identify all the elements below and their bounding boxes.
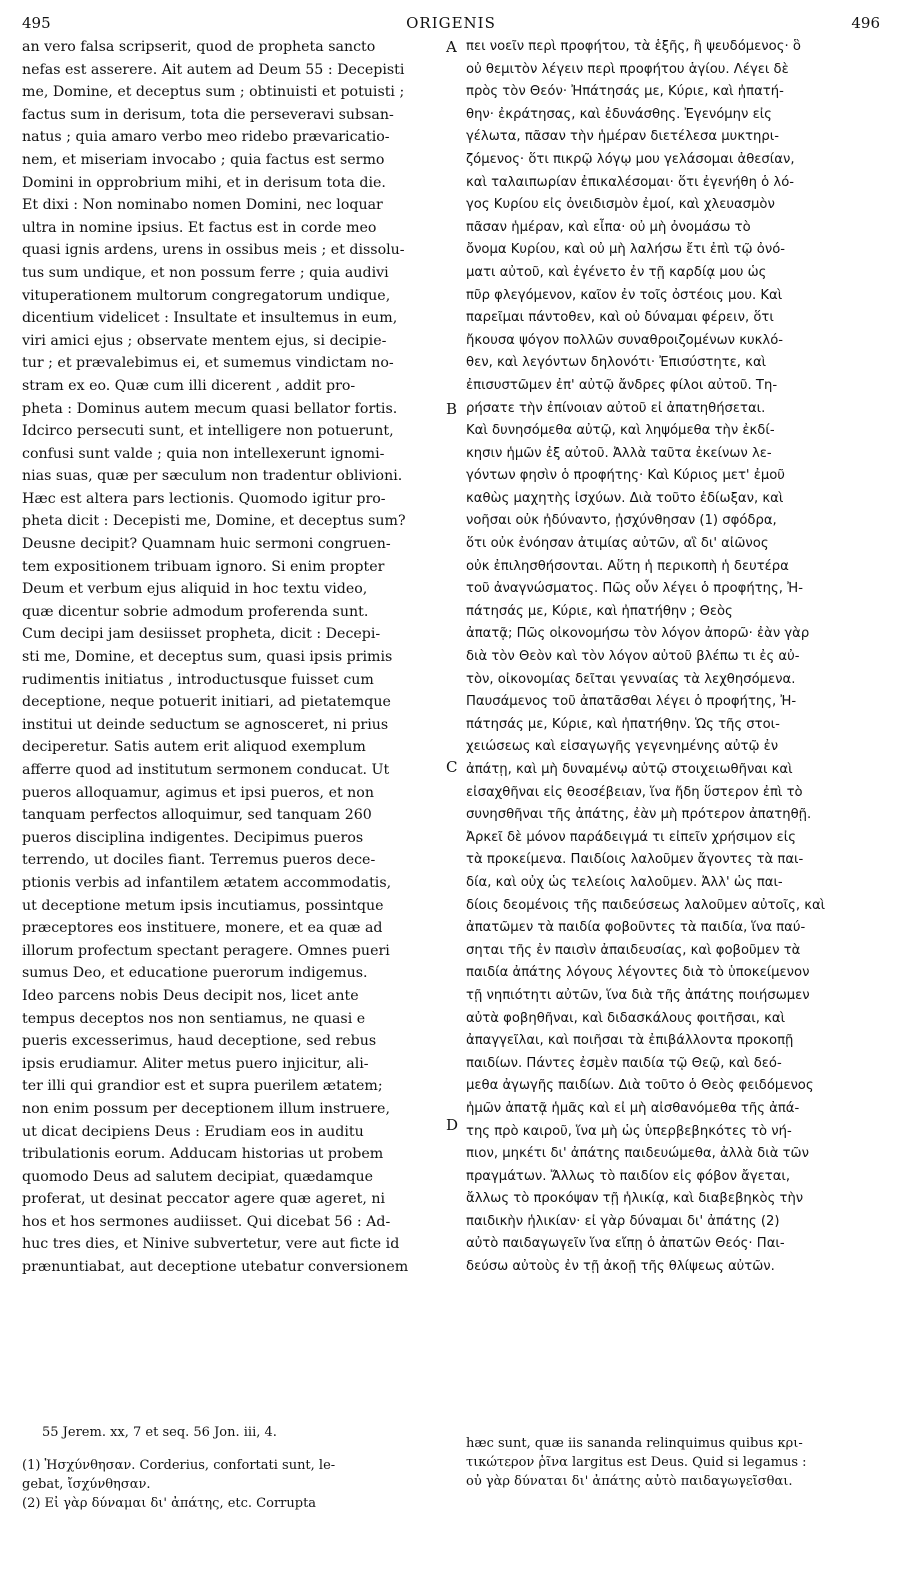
latin-line-9: ultra in nomine ipsius. Et factus est in corde meo bbox=[22, 219, 377, 236]
greek-line-45: ἀπαγγεῖλαι, καὶ ποιῆσαι τὰ ἐπιβάλλοντα προκοπῇ bbox=[466, 1033, 794, 1049]
margin-letter-b: B bbox=[446, 400, 458, 418]
greek-line-49: της πρὸ καιροῦ, ἵνα μὴ ὡς ὑπερβεβηκότες τὸ νή- bbox=[466, 1123, 792, 1139]
latin-line-14: viri amici ejus ; observate mentem ejus, si decipie- bbox=[22, 332, 387, 349]
latin-line-55: prænuntiabat, aut deceptione utebatur conversionem bbox=[22, 1259, 409, 1276]
latin-line-2: nefas est asserere. Ait autem ad Deum 55 : Decepisti bbox=[22, 61, 405, 78]
greek-line-35: συνησθῆναι τῆς ἀπάτης, ἐὰν μὴ πρότερον ἀπατηθῇ. bbox=[466, 807, 812, 823]
greek-line-32: χειώσεως καὶ εἰσαγωγῆς γεγενημένης αὐτῷ ἐν bbox=[466, 739, 779, 755]
latin-line-34: pueros alloquamur, agimus et ipsi pueros, et non bbox=[22, 784, 374, 801]
latin-line-26: quæ dicentur sobrie admodum proferenda sunt. bbox=[22, 603, 369, 620]
greek-line-33: ἀπάτῃ, καὶ μὴ δυναμένῳ αὐτῷ στοιχειωθῆναι καὶ bbox=[466, 762, 793, 777]
latin-line-27: Cum decipi jam desiisset propheta, dicit : Decepi- bbox=[22, 626, 381, 643]
greek-line-18: Καὶ δυνησόμεθα αὐτῷ, καὶ ληψόμεθα τὴν ἐκδί- bbox=[466, 423, 775, 439]
latin-line-40: præceptores eos instituere, monere, et ea quæ ad bbox=[22, 920, 383, 937]
greek-line-6: ζόμενος· ὅτι πικρῷ λόγῳ μου γελάσομαι ἀθεσίαν, bbox=[466, 151, 795, 167]
latin-line-24: tem expositionem tribuam ignoro. Si enim propter bbox=[22, 558, 385, 575]
greek-line-55: δεύσω αὐτοὺς ἐν τῇ ἀκοῇ τῆς θλίψεως αὐτῶν. bbox=[466, 1259, 775, 1275]
greek-line-29: τὸν, οἰκονομίας δεῖται γενναίας τὰ λεχθησόμενα. bbox=[466, 671, 796, 687]
page-number-right: 496 bbox=[851, 14, 880, 32]
latin-line-7: Domini in opprobrium mihi, et in derisum tota die. bbox=[22, 174, 386, 191]
margin-letter-d: D bbox=[446, 1116, 459, 1134]
greek-line-31: πάτησάς με, Κύριε, καὶ ἠπατήθην. Ὡς τῆς στοι- bbox=[466, 716, 780, 732]
latin-line-22: pheta dicit : Decepisti me, Domine, et deceptus sum? bbox=[22, 513, 406, 530]
latin-line-3: me, Domine, et deceptus sum ; obtinuisti et potuisti ; bbox=[22, 84, 405, 101]
latin-line-41: illorum profectum spectant peragere. Omnes pueri bbox=[22, 942, 390, 959]
latin-line-47: ter illi qui grandior est et supra puerilem ætatem; bbox=[22, 1078, 383, 1095]
greek-line-19: κησιν ἡμῶν ἐξ αὐτοῦ. Ἀλλὰ ταῦτα ἐκείνων λε- bbox=[466, 445, 772, 461]
footnotes-right bbox=[466, 1434, 892, 1491]
latin-line-19: confusi sunt valde ; quia non intellexerunt ignomi- bbox=[22, 445, 385, 462]
latin-line-17: pheta : Dominus autem mecum quasi bellator fortis. bbox=[22, 400, 398, 417]
latin-line-52: proferat, ut desinat peccator agere quæ ageret, ni bbox=[22, 1191, 386, 1208]
greek-line-23: ὅτι οὐκ ἐνόησαν ἀτιμίας αὐτῶν, αἳ δι' αἰῶνος bbox=[466, 536, 769, 552]
latin-line-43: Ideo parcens nobis Deus decipit nos, licet ante bbox=[22, 987, 359, 1004]
greek-line-30: Παυσάμενος τοῦ ἀπατᾶσθαι λέγει ὁ προφήτης, Ἠ- bbox=[466, 694, 797, 710]
greek-line-17: ρήσατε τὴν ἐπίνοιαν αὐτοῦ εἰ ἀπατηθήσεται. bbox=[466, 400, 766, 416]
latin-line-33: afferre quod ad institutum sermonem conducat. Ut bbox=[22, 762, 390, 778]
latin-line-23: Deusne decipit? Quamnam huic sermoni congruen- bbox=[22, 536, 391, 553]
latin-line-54: huc tres dies, et Ninive subvertetur, vere aut ficte id bbox=[22, 1236, 400, 1253]
greek-line-4: θην· ἐκράτησας, καὶ ἐδυνάσθης. Ἐγενόμην εἰς bbox=[466, 106, 772, 122]
latin-line-36: pueros disciplina indigentes. Decipimus pueros bbox=[22, 829, 364, 846]
latin-line-45: pueris excesserimus, haud deceptione, sed rebus bbox=[22, 1033, 377, 1050]
latin-line-20: nias suas, quæ per sæculum non tradentur oblivioni. bbox=[22, 468, 403, 485]
latin-line-15: tur ; et prævalebimus ei, et sumemus vindictam no- bbox=[22, 355, 394, 372]
latin-line-11: tus sum undique, et non possum ferre ; quia audivi bbox=[22, 264, 389, 281]
greek-line-26: πάτησάς με, Κύριε, καὶ ἠπατήθην ; Θεὸς bbox=[466, 603, 733, 619]
greek-line-28: διὰ τὸν Θεὸν καὶ τὸν λόγον αὐτοῦ βλέπω τι ἐς αὐ- bbox=[466, 649, 800, 665]
page-header bbox=[22, 14, 880, 36]
greek-line-40: ἀπατῶμεν τὰ παιδία φοβοῦντες τὰ παιδία, ἵνα παύ- bbox=[466, 920, 806, 936]
greek-line-21: καθὼς μαχητὴς ἰσχύων. Διὰ τοῦτο ἐδίωξαν, καὶ bbox=[466, 490, 784, 506]
greek-line-12: πῦρ φλεγόμενον, καῖον ἐν τοῖς ὀστέοις μου. Καὶ bbox=[466, 287, 783, 303]
latin-line-28: sti me, Domine, et deceptus sum, quasi ipsis primis bbox=[22, 649, 393, 666]
greek-line-47: μεθα ἀγωγῆς παιδίων. Διὰ τοῦτο ὁ Θεὸς φειδόμενος bbox=[466, 1078, 814, 1094]
latin-line-51: quomodo Deus ad salutem decipiat, quædamque bbox=[22, 1168, 374, 1185]
latin-line-35: tanquam perfectos alloquimur, sed tanquam 260 bbox=[22, 807, 372, 824]
latin-line-25: Deum et verbum ejus aliquid in hoc textu video, bbox=[22, 581, 368, 598]
footnote-continuation-2: τικώτερον ῥῖνα largitus est Deus. Quid si legamus : bbox=[466, 1455, 807, 1470]
latin-line-44: tempus deceptos nos non sentiamus, ne quasi e bbox=[22, 1010, 366, 1027]
greek-line-50: πιον, μηκέτι δι' ἀπάτης παιδευώμεθα, ἀλλὰ διὰ τῶν bbox=[466, 1146, 809, 1162]
greek-line-14: ἤκουσα ψόγον πολλῶν συναθροιζομένων κυκλό- bbox=[466, 332, 784, 348]
greek-line-5: γέλωτα, πᾶσαν τὴν ἡμέραν διετέλεσα μυκτηρι- bbox=[466, 129, 779, 145]
greek-line-3: πρὸς τὸν Θεόν· Ἠπάτησάς με, Κύριε, καὶ ἠπατή- bbox=[466, 84, 784, 100]
latin-line-46: ipsis erudiamur. Aliter metus puero injicitur, ali- bbox=[22, 1055, 369, 1072]
latin-line-16: stram ex eo. Quæ cum illi dicerent , addit pro- bbox=[22, 377, 356, 394]
latin-line-1: an vero falsa scripserit, quod de propheta sancto bbox=[22, 39, 376, 55]
greek-line-53: παιδικὴν ἡλικίαν· εἰ γὰρ δύναμαι δι' ἀπάτης (2) bbox=[466, 1213, 780, 1229]
latin-line-6: nem, et miseriam invocabo ; quia factus est sermo bbox=[22, 151, 385, 168]
greek-line-13: παρεῖμαι πάντοθεν, καὶ οὐ δύναμαι φέρειν, ὅτι bbox=[466, 310, 774, 326]
greek-line-38: δία, καὶ οὐχ ὡς τελείοις λαλοῦμεν. Ἀλλ' ὡς παι- bbox=[466, 874, 783, 890]
greek-line-16: ἐπισυστῶμεν ἐπ' αὐτῷ ἄνδρες φίλοι αὐτοῦ. Τη- bbox=[466, 377, 778, 393]
latin-line-10: quasi ignis ardens, urens in ossibus meis ; et dissolu- bbox=[22, 242, 405, 259]
latin-line-39: ut deceptione metum ipsis incutiamus, possintque bbox=[22, 897, 384, 914]
greek-line-48: ἡμῶν ἀπατᾷ ἡμᾶς καὶ εἰ μὴ αἰσθανόμεθα τῆς ἀπά- bbox=[466, 1100, 800, 1116]
greek-line-10: ὄνομα Κυρίου, καὶ οὐ μὴ λαλήσω ἔτι ἐπὶ τῷ ὀνό- bbox=[466, 242, 786, 258]
latin-line-8: Et dixi : Non nominabo nomen Domini, nec loquar bbox=[22, 197, 383, 214]
greek-line-2: οὐ θεμιτὸν λέγειν περὶ προφήτου ἁγίου. Λέγει δὲ bbox=[466, 61, 789, 77]
greek-line-54: αὐτὸ παιδαγωγεῖν ἵνα εἴπῃ ὁ ἀπατῶν Θεός· Παι- bbox=[466, 1236, 785, 1252]
latin-line-48: non enim possum per deceptionem illum instruere, bbox=[22, 1100, 390, 1117]
greek-line-39: δίοις δεομένοις τῆς παιδεύσεως λαλοῦμεν αὐτοῖς, καὶ bbox=[466, 897, 826, 913]
latin-line-53: hos et hos sermones audiisset. Qui dicebat 56 : Ad- bbox=[22, 1213, 391, 1230]
latin-line-38: ptionis verbis ad infantilem ætatem accommodatis, bbox=[22, 874, 392, 891]
latin-line-29: rudimentis initiatus , introductusque fuisset cum bbox=[22, 671, 374, 688]
latin-line-4: factus sum in derisum, tota die perseveravi subsan- bbox=[22, 106, 394, 123]
latin-line-42: sumus Deo, et educatione puerorum indigemus. bbox=[22, 965, 368, 982]
greek-line-52: ἄλλως τὸ προκόψαν τῇ ἡλικίᾳ, καὶ διαβεβηκὸς τὴν bbox=[466, 1191, 804, 1207]
greek-column bbox=[466, 36, 892, 1279]
latin-line-32: deciperetur. Satis autem erit aliquod exemplum bbox=[22, 739, 366, 756]
greek-line-46: παιδίων. Πάντες ἐσμὲν παιδία τῷ Θεῷ, καὶ δεό- bbox=[466, 1055, 782, 1071]
greek-line-25: τοῦ ἀναγνώσματος. Πῶς οὖν λέγει ὁ προφήτης, Ἠ- bbox=[466, 581, 803, 597]
greek-line-15: θεν, καὶ λεγόντων δηλονότι· Ἐπισύστητε, καὶ bbox=[466, 355, 767, 371]
margin-letter-c: C bbox=[446, 758, 458, 776]
footnote-continuation-1: hæc sunt, quæ iis sananda relinquimus quibus κρι- bbox=[466, 1436, 803, 1451]
greek-line-36: Ἀρκεῖ δὲ μόνον παράδειγμά τι εἰπεῖν χρήσιμον εἰς bbox=[466, 829, 797, 845]
greek-line-11: ματι αὐτοῦ, καὶ ἐγένετο ἐν τῇ καρδίᾳ μου ὡς bbox=[466, 264, 767, 280]
greek-line-37: τὰ προκείμενα. Παιδίοις λαλοῦμεν ἄγοντες τὰ παι- bbox=[466, 852, 804, 868]
greek-line-1: πει νοεῖν περὶ προφήτου, τὰ ἑξῆς, ἢ ψευδόμενος· ὃ bbox=[466, 39, 801, 54]
greek-line-41: σηται τῆς ἐν παισὶν ἀπαιδευσίας, καὶ φοβοῦμεν τὰ bbox=[466, 942, 801, 958]
latin-line-30: deceptione, neque potuerit initiari, ad pietatemque bbox=[22, 694, 391, 711]
running-title: ORIGENIS bbox=[406, 14, 496, 32]
page-number-left: 495 bbox=[22, 14, 51, 32]
latin-line-13: dicentium videlicet : Insultate et insultemus in eum, bbox=[22, 310, 398, 327]
latin-line-21: Hæc est altera pars lectionis. Quomodo igitur pro- bbox=[22, 490, 386, 507]
greek-line-51: πραγμάτων. Ἄλλως τὸ παιδίον εἰς φόβον ἄγεται, bbox=[466, 1168, 791, 1184]
greek-line-20: γόντων φησὶν ὁ προφήτης· Καὶ Κύριος μετ' ἐμοῦ bbox=[466, 468, 785, 484]
greek-line-24: οὐκ ἐπιλησθήσονται. Αὕτη ἡ περικοπὴ ἡ δευτέρα bbox=[466, 558, 789, 574]
scripture-references: 55 Jerem. xx, 7 et seq. 56 Jon. iii, 4. bbox=[42, 1425, 277, 1440]
latin-column bbox=[22, 36, 440, 1279]
latin-line-12: vituperationem multorum congregatorum undique, bbox=[22, 287, 391, 304]
latin-line-49: ut dicat decipiens Deus : Erudiam eos in auditu bbox=[22, 1123, 364, 1140]
greek-line-34: εἰσαχθῆναι εἰς θεοσέβειαν, ἵνα ἤδη ὕστερον ἐπὶ τὸ bbox=[466, 784, 803, 800]
greek-line-44: αὐτὰ φοβηθῆναι, καὶ διδασκάλους φοιτῆσαι, καὶ bbox=[466, 1010, 786, 1026]
latin-line-50: tribulationis eorum. Adducam historias ut probem bbox=[22, 1146, 384, 1163]
footnote-1-line-1: (1) Ἠσχύνθησαν. Corderius, confortati sunt, le- bbox=[22, 1458, 336, 1473]
footnote-continuation-3: οὐ γὰρ δύναται δι' ἀπάτης αὐτὸ παιδαγωγεῖσθαι. bbox=[466, 1474, 793, 1489]
latin-line-31: institui ut deinde seductum se agnosceret, ni prius bbox=[22, 716, 389, 733]
greek-line-42: παιδία ἀπάτης λόγους λέγοντες διὰ τὸ ὑποκείμενον bbox=[466, 965, 810, 981]
margin-letter-a: A bbox=[446, 38, 457, 56]
footnotes-left bbox=[22, 1410, 440, 1513]
latin-line-37: terrendo, ut dociles fiant. Terremus pueros dece- bbox=[22, 852, 376, 869]
greek-line-9: πᾶσαν ἡμέραν, καὶ εἶπα· οὐ μὴ ὀνομάσω τὸ bbox=[466, 219, 751, 235]
greek-line-7: καὶ ταλαιπωρίαν ἐπικαλέσομαι· ὅτι ἐγενήθη ὁ λό- bbox=[466, 174, 795, 190]
footnote-2-line-1: (2) Εἰ γὰρ δύναμαι δι' ἀπάτης, etc. Corrupta bbox=[22, 1496, 317, 1511]
latin-line-18: Idcirco persecuti sunt, et intelligere non potuerunt, bbox=[22, 423, 394, 440]
greek-line-22: νοῆσαι οὐκ ἠδύναντο, ᾐσχύνθησαν (1) σφόδρα, bbox=[466, 513, 777, 529]
greek-line-8: γος Κυρίου εἰς ὀνειδισμὸν ἐμοί, καὶ χλευασμὸν bbox=[466, 197, 775, 213]
greek-line-27: ἀπατᾷ; Πῶς οἰκονομήσω τὸν λόγον ἀπορῶ· ἐὰν γὰρ bbox=[466, 626, 810, 642]
greek-line-43: τῇ νηπιότητι αὐτῶν, ἵνα διὰ τῆς ἀπάτης ποιήσωμεν bbox=[466, 987, 810, 1003]
latin-line-5: natus ; quia amaro verbo meo ridebo prævaricatio- bbox=[22, 129, 390, 146]
footnote-1-line-2: gebat, ἴσχύνθησαν. bbox=[22, 1477, 151, 1492]
